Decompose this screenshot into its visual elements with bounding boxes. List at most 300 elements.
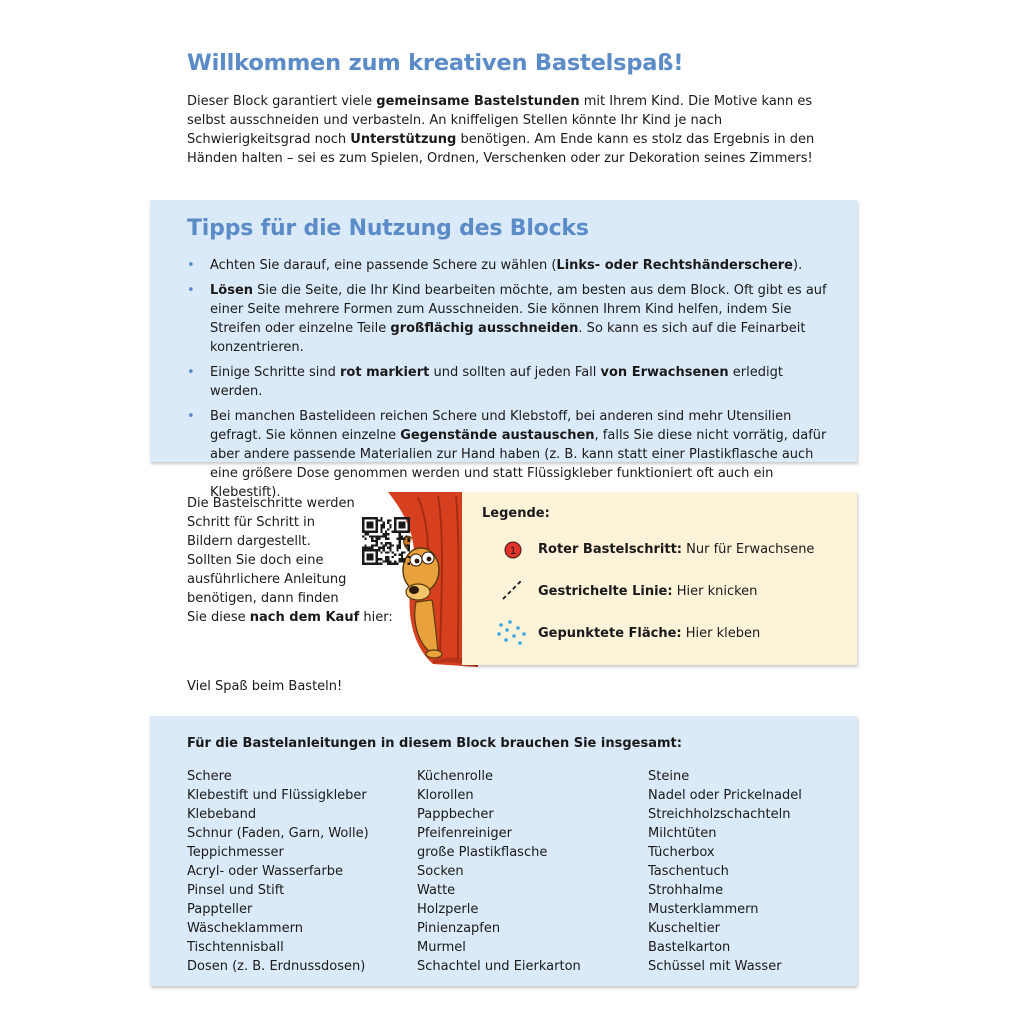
qr-module	[387, 558, 389, 560]
intro-paragraph	[187, 92, 847, 168]
intro-text-2: mit Ihrem Kind. Die Motive kann es selbst ausschneiden und verbasteln. An kniffeligen Stellen könnte Ihr Kind je nach Schwierigkeitsgrad noch	[187, 94, 813, 147]
legend-label: Roter Bastelschritt:	[538, 542, 683, 557]
qr-module	[369, 549, 371, 551]
supply-item: Schnur (Faden, Garn, Wolle)	[187, 826, 369, 841]
qr-module	[376, 531, 378, 533]
qr-module	[399, 535, 401, 537]
qr-module	[362, 551, 364, 553]
supply-item: Schüssel mit Wasser	[648, 959, 782, 974]
legend-label: Gepunktete Fläche:	[538, 626, 682, 641]
qr-module	[401, 531, 403, 533]
supply-item: große Plastikflasche	[417, 845, 548, 860]
steps-bold: nach dem Kauf	[249, 610, 360, 625]
qr-module	[405, 544, 407, 546]
qr-module	[371, 517, 373, 519]
qr-module	[401, 535, 403, 537]
qr-module	[383, 560, 385, 562]
qr-module	[376, 528, 378, 530]
qr-module	[367, 547, 369, 549]
qr-module	[394, 517, 396, 519]
qr-module	[399, 560, 401, 562]
tip-text: Einige Schritte sind	[210, 365, 340, 380]
tip-text: . So kann es sich auf die Feinarbeit konzentrieren.	[210, 321, 806, 355]
qr-module	[385, 533, 387, 535]
tip-item-red-steps	[187, 363, 837, 401]
qr-module	[399, 522, 401, 524]
qr-module	[371, 531, 373, 533]
qr-module	[394, 554, 396, 556]
qr-module	[378, 538, 380, 540]
qr-module	[408, 549, 410, 551]
qr-module	[403, 560, 405, 562]
qr-module	[376, 526, 378, 528]
qr-module	[367, 522, 369, 524]
qr-module	[394, 531, 396, 533]
tip-text: und sollten auf jeden Fall	[429, 365, 601, 380]
qr-module	[373, 540, 375, 542]
qr-module	[408, 517, 410, 519]
qr-module	[362, 524, 364, 526]
steps-description	[187, 494, 393, 627]
qr-module	[387, 522, 389, 524]
qr-module	[385, 551, 387, 553]
qr-module	[399, 533, 401, 535]
qr-module	[383, 524, 385, 526]
qr-module	[385, 538, 387, 540]
qr-module	[378, 558, 380, 560]
qr-module	[376, 554, 378, 556]
qr-module	[405, 517, 407, 519]
qr-module	[362, 531, 364, 533]
qr-module	[362, 522, 364, 524]
qr-module	[380, 563, 382, 565]
qr-module	[376, 560, 378, 562]
qr-module	[396, 517, 398, 519]
qr-module	[392, 551, 394, 553]
qr-module	[408, 563, 410, 565]
qr-module	[362, 558, 364, 560]
qr-module	[399, 538, 401, 540]
supply-item: Taschentuch	[648, 864, 729, 879]
qr-module	[362, 549, 364, 551]
qr-module	[401, 526, 403, 528]
qr-module	[387, 547, 389, 549]
qr-module	[394, 563, 396, 565]
qr-module	[408, 519, 410, 521]
qr-module	[376, 558, 378, 560]
qr-module	[369, 547, 371, 549]
steps-line: Schritt für Schritt in	[187, 515, 315, 530]
qr-module	[408, 531, 410, 533]
qr-module	[408, 556, 410, 558]
qr-module	[371, 549, 373, 551]
supply-item: Musterklammern	[648, 902, 759, 917]
qr-module	[383, 533, 385, 535]
qr-module	[399, 558, 401, 560]
qr-module	[401, 517, 403, 519]
qr-module	[371, 554, 373, 556]
qr-module	[376, 535, 378, 537]
qr-module	[389, 547, 391, 549]
steps-line: Bildern dargestellt.	[187, 534, 311, 549]
qr-module	[371, 556, 373, 558]
supply-item: Murmel	[417, 940, 466, 955]
qr-module	[371, 547, 373, 549]
qr-module	[362, 547, 364, 549]
supplies-column-1	[187, 767, 369, 976]
qr-module	[373, 549, 375, 551]
tip-text: ).	[793, 258, 803, 273]
qr-module	[380, 542, 382, 544]
qr-module	[380, 526, 382, 528]
qr-module	[376, 563, 378, 565]
qr-module	[380, 551, 382, 553]
legend-item-red-step	[538, 542, 814, 557]
qr-module	[367, 549, 369, 551]
supply-item: Acryl- oder Wasserfarbe	[187, 864, 343, 879]
qr-module	[394, 519, 396, 521]
legend-panel	[462, 492, 857, 665]
supply-item: Klebestift und Flüssigkleber	[187, 788, 367, 803]
supplies-column-2	[417, 767, 581, 976]
qr-module	[376, 522, 378, 524]
qr-module	[403, 526, 405, 528]
qr-module	[401, 560, 403, 562]
qr-module	[373, 517, 375, 519]
supply-item: Pappbecher	[417, 807, 494, 822]
supply-item: Tischtennisball	[187, 940, 284, 955]
supplies-column-3	[648, 767, 802, 976]
steps-line: Sollten Sie doch eine	[187, 553, 324, 568]
qr-module	[376, 540, 378, 542]
steps-line: Die Bastelschritte werden	[187, 496, 355, 511]
supply-item: Strohhalme	[648, 883, 724, 898]
qr-module	[408, 526, 410, 528]
intro-bold-2: Unterstützung	[350, 132, 457, 147]
qr-module	[369, 531, 371, 533]
steps-line: benötigen, dann finden	[187, 591, 339, 606]
supply-item: Holzperle	[417, 902, 479, 917]
qr-module	[399, 540, 401, 542]
qr-module	[396, 544, 398, 546]
qr-module	[362, 556, 364, 558]
qr-module	[362, 519, 364, 521]
qr-module	[369, 517, 371, 519]
qr-module	[371, 522, 373, 524]
qr-module	[387, 519, 389, 521]
qr-module	[369, 563, 371, 565]
qr-module	[394, 528, 396, 530]
qr-module	[378, 549, 380, 551]
supply-item: Pfeifenreiniger	[417, 826, 512, 841]
supply-item: Pinsel und Stift	[187, 883, 285, 898]
qr-module	[373, 563, 375, 565]
intro-bold-1: gemeinsame Bastelstunden	[376, 94, 580, 109]
tip-item-remove-page	[187, 281, 837, 357]
qr-module	[380, 535, 382, 537]
qr-module	[380, 547, 382, 549]
qr-module	[380, 524, 382, 526]
qr-module	[403, 517, 405, 519]
qr-module	[383, 535, 385, 537]
qr-module	[387, 542, 389, 544]
qr-module	[371, 540, 373, 542]
supply-item: Klebeband	[187, 807, 257, 822]
supply-item: Schachtel und Eierkarton	[417, 959, 581, 974]
qr-module	[385, 556, 387, 558]
qr-module	[396, 547, 398, 549]
tip-bold: rot markiert	[340, 365, 430, 380]
qr-module	[389, 549, 391, 551]
supply-item: Schere	[187, 769, 232, 784]
qr-module	[396, 531, 398, 533]
qr-module	[401, 554, 403, 556]
qr-module	[371, 526, 373, 528]
qr-module	[389, 542, 391, 544]
qr-module	[364, 517, 366, 519]
qr-module	[364, 531, 366, 533]
tip-text: , falls Sie diese nicht vorrätig, dafür aber andere passende Materialien zur Hand haben (z. B. kann statt einer Plastikflasche auch eine größere Dose genommen werden und statt Flüssigkleber funktioniert oft auch ein Klebestift).	[210, 428, 827, 500]
qr-module	[399, 526, 401, 528]
legend-desc: Hier knicken	[672, 584, 758, 599]
qr-module	[394, 526, 396, 528]
qr-module	[378, 535, 380, 537]
qr-module	[394, 522, 396, 524]
qr-module	[364, 549, 366, 551]
tip-item-materials	[187, 407, 837, 502]
tips-list	[187, 256, 837, 508]
qr-module	[367, 517, 369, 519]
qr-module	[389, 526, 391, 528]
supply-item: Streichholzschachteln	[648, 807, 791, 822]
steps-line	[187, 608, 393, 627]
qr-module	[387, 556, 389, 558]
qr-module	[394, 524, 396, 526]
qr-module	[389, 524, 391, 526]
qr-module	[403, 522, 405, 524]
qr-module	[369, 556, 371, 558]
steps-text: Sie diese	[187, 610, 250, 625]
qr-module	[385, 531, 387, 533]
qr-module	[405, 531, 407, 533]
qr-module	[399, 542, 401, 544]
qr-module	[385, 560, 387, 562]
qr-module	[362, 563, 364, 565]
supply-item: Watte	[417, 883, 456, 898]
tip-bold: großflächig ausschneiden	[390, 321, 579, 336]
steps-text: hier:	[359, 610, 393, 625]
qr-module	[371, 563, 373, 565]
qr-module	[376, 556, 378, 558]
supply-item: Steine	[648, 769, 690, 784]
tips-title: Tipps für die Nutzung des Blocks	[187, 216, 589, 241]
qr-module	[385, 535, 387, 537]
qr-module	[394, 560, 396, 562]
qr-module	[385, 558, 387, 560]
qr-module	[376, 519, 378, 521]
qr-module	[367, 531, 369, 533]
qr-module	[362, 526, 364, 528]
qr-module	[408, 544, 410, 546]
supply-item: Dosen (z. B. Erdnussdosen)	[187, 959, 366, 974]
qr-module	[399, 517, 401, 519]
qr-module	[399, 524, 401, 526]
qr-module	[383, 547, 385, 549]
qr-module	[408, 524, 410, 526]
legend-title: Legende:	[482, 506, 550, 521]
supply-item: Pinienzapfen	[417, 921, 501, 936]
supply-item: Bastelkarton	[648, 940, 731, 955]
qr-module	[403, 558, 405, 560]
qr-module	[383, 522, 385, 524]
qr-module	[367, 556, 369, 558]
qr-module	[401, 522, 403, 524]
qr-module	[396, 538, 398, 540]
qr-module	[371, 524, 373, 526]
qr-module	[371, 544, 373, 546]
qr-module	[362, 560, 364, 562]
qr-code-icon	[362, 517, 410, 565]
qr-module	[376, 542, 378, 544]
qr-module	[369, 524, 371, 526]
qr-module	[401, 524, 403, 526]
qr-module	[380, 531, 382, 533]
qr-module	[369, 535, 371, 537]
supply-item: Klorollen	[417, 788, 474, 803]
qr-module	[392, 531, 394, 533]
qr-module	[399, 547, 401, 549]
qr-module	[383, 549, 385, 551]
qr-module	[369, 554, 371, 556]
qr-module	[385, 542, 387, 544]
qr-module	[367, 563, 369, 565]
qr-module	[408, 522, 410, 524]
page-title: Willkommen zum kreativen Bastelspaß!	[187, 50, 684, 76]
tip-text: Achten Sie darauf, eine passende Schere zu wählen (	[210, 258, 557, 273]
qr-module	[387, 551, 389, 553]
tip-item-scissors	[187, 256, 837, 275]
qr-module	[401, 556, 403, 558]
qr-module	[399, 531, 401, 533]
legend-desc: Nur für Erwachsene	[682, 542, 815, 557]
qr-module	[392, 563, 394, 565]
qr-module	[362, 554, 364, 556]
qr-module	[387, 533, 389, 535]
closing-text: Viel Spaß beim Basteln!	[187, 679, 343, 694]
qr-module	[389, 560, 391, 562]
supply-item: Tücherbox	[648, 845, 715, 860]
qr-module	[389, 544, 391, 546]
qr-module	[371, 535, 373, 537]
qr-module	[378, 547, 380, 549]
qr-module	[378, 563, 380, 565]
qr-module	[380, 528, 382, 530]
qr-module	[387, 538, 389, 540]
supply-item: Teppichmesser	[187, 845, 284, 860]
qr-module	[364, 544, 366, 546]
red-step-number: 1	[509, 545, 517, 557]
qr-module	[389, 563, 391, 565]
qr-module	[396, 549, 398, 551]
qr-module	[367, 558, 369, 560]
qr-module	[376, 517, 378, 519]
legend-item-dashed-line	[538, 584, 757, 599]
qr-module	[376, 549, 378, 551]
qr-module	[401, 558, 403, 560]
qr-module	[369, 522, 371, 524]
tip-bold: Links- oder Rechtshänderschere	[556, 258, 793, 273]
qr-module	[378, 519, 380, 521]
qr-module	[383, 526, 385, 528]
tip-text: erledigt werden.	[210, 365, 783, 399]
steps-line: ausführlichere Anleitung	[187, 572, 347, 587]
qr-module	[364, 547, 366, 549]
qr-module	[362, 517, 364, 519]
qr-module	[376, 544, 378, 546]
supply-item: Pappteller	[187, 902, 253, 917]
qr-module	[403, 524, 405, 526]
qr-module	[380, 558, 382, 560]
qr-module	[380, 517, 382, 519]
qr-module	[392, 544, 394, 546]
qr-module	[392, 556, 394, 558]
qr-module	[376, 551, 378, 553]
qr-module	[376, 538, 378, 540]
supply-item: Nadel oder Prickelnadel	[648, 788, 802, 803]
qr-module	[373, 544, 375, 546]
dashed-line-icon	[500, 578, 524, 602]
qr-module	[387, 563, 389, 565]
legend-desc: Hier kleben	[681, 626, 761, 641]
qr-module	[376, 524, 378, 526]
qr-module	[362, 535, 364, 537]
qr-module	[405, 535, 407, 537]
qr-module	[403, 538, 405, 540]
tip-bold: von Erwachsenen	[600, 365, 729, 380]
qr-module	[383, 544, 385, 546]
qr-module	[373, 531, 375, 533]
intro-text-3: benötigen. Am Ende kann es stolz das Ergebnis in den Händen halten – sei es zum Spielen, Ordnen, Verschenken oder zur Dekoration seines Zimmers!	[187, 132, 815, 166]
intro-text-1: Dieser Block garantiert viele	[187, 94, 377, 109]
qr-module	[399, 544, 401, 546]
tip-bold: Gegenstände austauschen	[400, 428, 595, 443]
qr-module	[367, 554, 369, 556]
qr-module	[385, 544, 387, 546]
qr-module	[373, 535, 375, 537]
qr-module	[403, 531, 405, 533]
qr-module	[371, 558, 373, 560]
qr-module	[408, 540, 410, 542]
qr-module	[408, 538, 410, 540]
qr-module	[369, 526, 371, 528]
qr-module	[401, 538, 403, 540]
qr-module	[367, 533, 369, 535]
qr-module	[396, 563, 398, 565]
tip-bold: Lösen	[210, 283, 254, 298]
qr-module	[408, 547, 410, 549]
supply-item: Milchtüten	[648, 826, 717, 841]
qr-module	[371, 538, 373, 540]
qr-module	[362, 528, 364, 530]
qr-module	[401, 551, 403, 553]
supplies-title: Für die Bastelanleitungen in diesem Block brauchen Sie insgesamt:	[187, 736, 682, 751]
red-step-circle-icon	[504, 541, 522, 559]
qr-module	[367, 526, 369, 528]
qr-module	[364, 538, 366, 540]
legend-item-dotted-area	[538, 626, 760, 641]
qr-module	[399, 554, 401, 556]
qr-module	[367, 524, 369, 526]
